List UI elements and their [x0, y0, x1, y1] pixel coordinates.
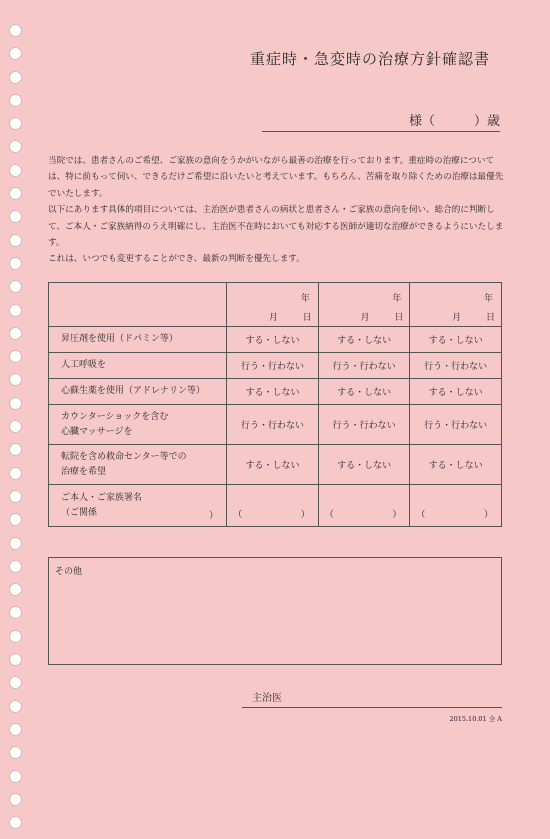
monthday-label: 月 日 [452, 312, 495, 323]
binder-hole [9, 327, 22, 340]
intro-paragraph-3: これは、いつでも変更することができ、最新の判断を優先します。 [48, 254, 305, 265]
signature-label-cell [49, 485, 227, 527]
binder-hole [9, 280, 22, 293]
binder-hole [9, 234, 22, 247]
form-version: 2015.10.01 全 A [449, 715, 502, 723]
binder-hole [9, 117, 22, 130]
binder-hole [9, 816, 22, 829]
binder-hole [9, 653, 22, 666]
intro-paragraph-2: 以下にあります具体的項目については、主治医が患者さんの病状と患者さん・ご家族の意向を伺い、総合的に判断して、ご本人・ご家族納得のうえ明確にし、主治医不在時においても対応する医師が適切な治療ができるようにいたします。 [48, 205, 504, 249]
doctor-label: 主治医 [252, 693, 282, 704]
signature-label-line1: ご本人・ご家族署名 [61, 492, 143, 503]
treatment-table [48, 282, 502, 527]
option-cell[interactable]: 行う・行わない [410, 405, 502, 445]
binder-hole [9, 71, 22, 84]
binder-hole [9, 420, 22, 433]
signature-field[interactable] [318, 485, 410, 527]
option-cell[interactable]: する・しない [318, 445, 410, 485]
option-cell[interactable]: する・しない [410, 445, 502, 485]
binder-hole [9, 397, 22, 410]
binder-hole [9, 537, 22, 550]
row-label: 心蘇生薬を使用（アドレナリン等） [49, 379, 227, 405]
date-cell-2[interactable] [318, 283, 410, 327]
header-blank-cell [49, 283, 227, 327]
option-cell[interactable]: する・しない [227, 327, 319, 353]
option-cell[interactable]: 行う・行わない [227, 353, 319, 379]
paren-open: （ [324, 510, 334, 520]
signature-label-line2: （ご関係 [61, 507, 98, 518]
option-cell[interactable]: する・しない [227, 445, 319, 485]
binder-hole [9, 676, 22, 689]
table-row [49, 327, 502, 353]
option-cell[interactable]: 行う・行わない [318, 405, 410, 445]
date-cell-1[interactable] [227, 283, 319, 327]
binder-hole [9, 583, 22, 596]
binder-hole [9, 210, 22, 223]
binder-hole [9, 560, 22, 573]
signature-label [61, 491, 226, 521]
binder-hole [9, 746, 22, 759]
signature-field[interactable] [227, 485, 319, 527]
binder-hole [9, 443, 22, 456]
table-row [49, 353, 502, 379]
signature-row [49, 485, 502, 527]
paren-close: ） [483, 510, 493, 520]
intro-text [48, 153, 506, 268]
option-cell[interactable]: 行う・行わない [410, 353, 502, 379]
option-cell[interactable]: する・しない [318, 379, 410, 405]
option-cell[interactable]: 行う・行わない [227, 405, 319, 445]
binder-hole [9, 187, 22, 200]
paren-open: （ [233, 510, 243, 520]
binder-hole [9, 793, 22, 806]
form-title: 重症時・急変時の治療方針確認書 [249, 50, 490, 68]
table-header-row [49, 283, 502, 327]
date-cell-3[interactable] [410, 283, 502, 327]
year-label: 年 [483, 293, 493, 304]
table-row [49, 379, 502, 405]
binder-hole [9, 373, 22, 386]
binder-hole [9, 24, 22, 37]
intro-paragraph-1: 当院では、患者さんのご希望、ご家族の意向をうかがいながら最善の治療を行っております。重症時の治療については、特に前もって伺い、できるだけご希望に沿いたいと考えています。もちろん、苦痛を取り除くための治療は最優先でいたします。 [48, 156, 504, 199]
binder-hole [9, 606, 22, 619]
attending-doctor-field[interactable] [242, 690, 502, 708]
binder-hole [9, 164, 22, 177]
binder-hole [9, 257, 22, 270]
binder-hole [9, 630, 22, 643]
binder-hole [9, 467, 22, 480]
option-cell[interactable]: 行う・行わない [318, 353, 410, 379]
patient-name-field[interactable]: 様（ ）歳 [262, 113, 500, 132]
signature-field[interactable] [410, 485, 502, 527]
binder-hole [9, 723, 22, 736]
binder-hole [9, 513, 22, 526]
binder-hole [9, 490, 22, 503]
row-label: 人工呼吸を [49, 353, 227, 379]
paren-close: ） [392, 510, 402, 520]
row-label: 転院を含め救命センター等での 治療を希望 [49, 445, 227, 485]
monthday-label: 月 日 [360, 312, 404, 323]
binder-hole [9, 700, 22, 713]
monthday-label: 月 日 [268, 312, 312, 323]
other-label: その他 [55, 567, 83, 577]
binder-hole [9, 304, 22, 317]
year-label: 年 [392, 293, 402, 304]
paren-open: （ [416, 510, 426, 520]
binder-hole [9, 140, 22, 153]
paren-close: ） [300, 510, 310, 520]
option-cell[interactable]: する・しない [227, 379, 319, 405]
table-row [49, 445, 502, 485]
signature-paren-close: ） [209, 510, 219, 521]
option-cell[interactable]: する・しない [410, 327, 502, 353]
option-cell[interactable]: する・しない [318, 327, 410, 353]
binder-hole [9, 94, 22, 107]
year-label: 年 [300, 293, 310, 304]
other-notes-box[interactable] [48, 557, 502, 665]
row-label: カウンターショックを含む 心臓マッサージを [49, 405, 227, 445]
table-row [49, 405, 502, 445]
row-label: 昇圧剤を使用（ドパミン等） [49, 327, 227, 353]
binder-hole [9, 770, 22, 783]
option-cell[interactable]: する・しない [410, 379, 502, 405]
binder-hole [9, 350, 22, 363]
binder-holes [9, 24, 21, 839]
